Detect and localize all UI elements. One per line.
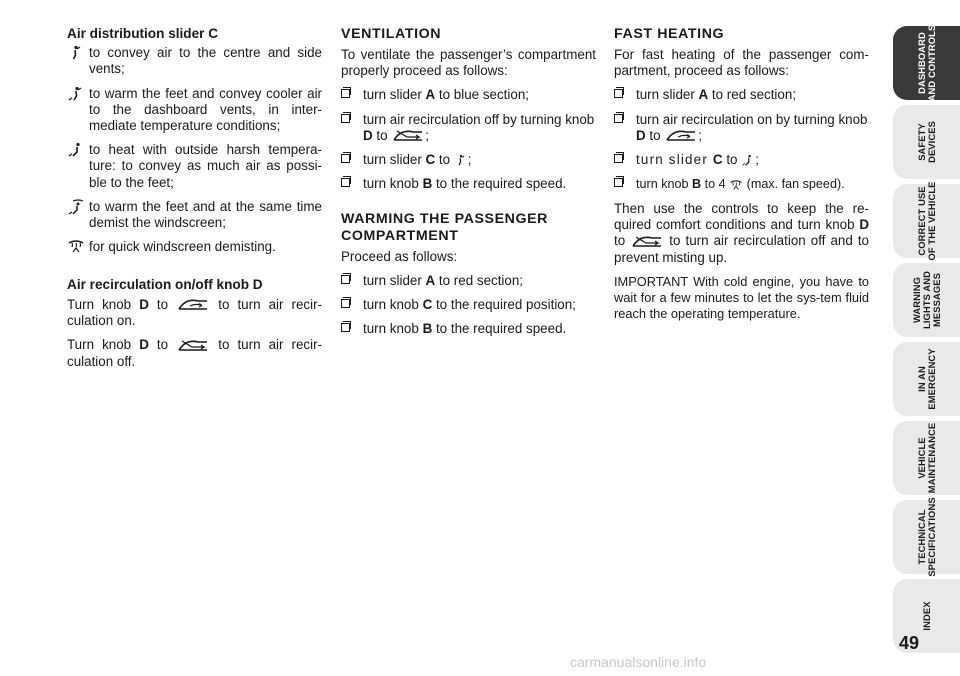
checkbox-bullet-icon [614,154,623,163]
tab-warning-lights[interactable] [893,263,960,337]
tab-maintenance[interactable] [893,421,960,495]
list-item: turn air recirculation on by turning knob D to ; [614,112,869,145]
checkbox-bullet-icon [341,275,350,284]
list-item [67,199,322,231]
list-item: turn slider A to blue section; [341,87,596,103]
list-item [67,45,322,77]
list-item: turn knob B to the required speed. [341,321,596,337]
checkbox-bullet-icon [341,323,350,332]
vent-face-icon [67,45,85,61]
list-item: turn knob B to the required speed. [341,176,596,192]
paragraph-intro: To ventilate the passenger’s compartment properly proceed as follows: [341,47,596,79]
tab-label: WARNING LIGHTS AND MESSAGES [910,271,942,329]
column-air-distribution [67,26,322,378]
list-item: turn slider A to red section; [614,87,869,103]
recirculation-off-icon [176,338,210,354]
vent-feet-windscreen-icon [67,199,85,215]
windscreen-demist-icon [729,178,743,193]
vent-feet-icon [741,153,755,168]
list-item [67,142,322,191]
paragraph-important: IMPORTANT With cold engine, you have to wait for a few minutes to let the sys-tem fluid reach the operating temperature. [614,273,869,322]
windscreen-demist-icon [67,239,85,255]
list-item: turn slider A to red section; [341,273,596,289]
column-fast-heating [614,26,869,330]
list-item: turn knob B to 4 (max. fan speed). [614,176,869,192]
checkbox-bullet-icon [341,89,350,98]
item-text: to heat with outside harsh tempera-ture: to convey as much air as possi-ble to the feet; [89,142,322,190]
paragraph-intro: For fast heating of the passenger com-partment, proceed as follows: [614,47,869,79]
list-item: turn air recirculation off by turning knob D to ; [341,112,596,145]
item-text: to warm the feet and convey cooler air to the dashboard vents, in inter-mediate temperature conditions; [89,85,322,134]
recirculation-off-icon [630,234,664,250]
tab-label: DASHBOARD AND CONTROLS [915,24,937,102]
paragraph-recirc-off: Turn knob D to to turn air recir-culation off. [67,337,323,369]
heading-warming: WARMING THE PASSENGER COMPARTMENT [341,210,549,244]
section-tabs [893,26,960,658]
tab-label: VEHICLE MAINTENANCE [915,422,937,494]
checkbox-bullet-icon [341,178,350,187]
page-number: 49 [898,633,920,653]
tab-technical-specs[interactable] [893,497,960,577]
checkbox-bullet-icon [614,114,623,123]
checkbox-bullet-icon [341,154,350,163]
checkbox-bullet-icon [614,89,623,98]
checkbox-bullet-icon [341,299,350,308]
list-item: turn knob C to the required position; [341,297,596,313]
checkbox-bullet-icon [614,178,623,187]
item-text: to convey air to the centre and side vents; [89,45,322,77]
item-text: to warm the feet and at the same time demist the windscreen; [89,198,322,231]
vent-face-feet-icon [67,86,85,102]
checkbox-bullet-icon [341,114,350,123]
heading-recirculation-knob: Air recirculation on/off knob D [67,277,263,293]
paragraph-recirc-on: Turn knob D to to turn air recir-culation on. [67,296,323,329]
list-item [67,86,322,135]
vent-face-icon [454,153,468,168]
tab-label: SAFETY DEVICES [915,121,937,163]
list-item: turn slider C to ; [341,152,596,168]
tab-correct-use[interactable] [893,181,960,261]
list-item: turn slider C to ; [614,152,869,168]
heading-ventilation: VENTILATION [341,26,442,42]
vent-feet-icon [67,142,85,158]
heading-air-distribution: Air distribution slider C [67,26,219,41]
list-item [67,239,322,255]
tab-label: IN AN EMERGENCY [915,348,937,410]
recirculation-off-icon [391,128,425,144]
tab-emergency[interactable] [893,342,960,416]
watermark: carmanualsonline.info [570,654,707,670]
tab-safety-devices[interactable] [893,105,960,179]
paragraph-comfort: Then use the controls to keep the re-quired comfort conditions and turn knob D to to turn air recirculation off and to prevent misting up. [614,200,869,265]
tab-label: INDEX [920,601,932,631]
column-ventilation [341,26,596,345]
heading-fast-heating: FAST HEATING [614,26,725,42]
tab-label: CORRECT USE OF THE VEHICLE [915,181,937,261]
tab-label: TECHNICAL SPECIFICATIONS [915,497,937,577]
tab-dashboard-controls[interactable] [893,26,960,100]
paragraph-intro2: Proceed as follows: [341,248,458,264]
recirculation-on-icon [664,128,698,144]
recirculation-on-icon [176,297,210,313]
item-text: for quick windscreen demisting. [89,239,276,255]
